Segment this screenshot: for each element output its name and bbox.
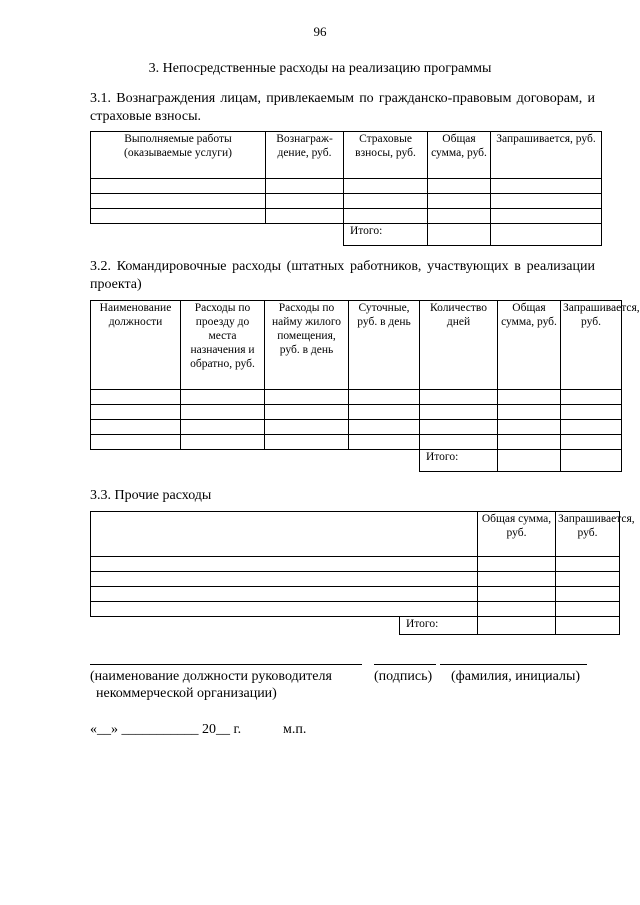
header-works: Выполняемые работы (оказываемые услуги) bbox=[91, 132, 266, 179]
table-row bbox=[91, 602, 620, 617]
total-row bbox=[91, 617, 620, 635]
total-label: Итого: bbox=[400, 617, 478, 635]
header-days: Количество дней bbox=[420, 301, 498, 390]
signature-line bbox=[374, 664, 436, 665]
sign-caption: (подпись) bbox=[374, 669, 433, 684]
total-label: Итого: bbox=[344, 224, 428, 246]
header-requested: Запрашивается, руб. bbox=[561, 301, 622, 390]
header-description bbox=[91, 512, 478, 557]
date-line: «__» ___________ 20__ г. bbox=[90, 722, 242, 737]
table-row bbox=[91, 435, 622, 450]
table-3-3 bbox=[90, 511, 635, 635]
table-row bbox=[91, 557, 620, 572]
table-3-2 bbox=[90, 300, 640, 472]
table-row bbox=[91, 209, 602, 224]
name-line bbox=[440, 664, 587, 665]
header-insurance: Страховые взносы, руб. bbox=[344, 132, 428, 179]
header-requested: Запрашивается, руб. bbox=[491, 132, 602, 179]
position-caption-2: некоммерческой организации) bbox=[96, 686, 277, 701]
table-row bbox=[91, 572, 620, 587]
header-travel: Расходы по проезду до места назначения и обратно, руб. bbox=[181, 301, 265, 390]
header-position: Наименование должности bbox=[91, 301, 181, 390]
table-row bbox=[91, 587, 620, 602]
section-3-2-heading: 3.2. Командировочные расходы (штатных работников, участвующих в реализации проекта) bbox=[90, 259, 595, 292]
table-row bbox=[91, 194, 602, 209]
name-caption: (фамилия, инициалы) bbox=[451, 669, 581, 684]
total-row bbox=[91, 450, 622, 472]
table-row bbox=[91, 179, 602, 194]
section-3-1-heading: 3.1. Вознаграждения лицам, привлекаемым по гражданско-правовым договорам, и страховые взносы. bbox=[90, 91, 595, 124]
table-row bbox=[91, 390, 622, 405]
header-total-sum: Общая сумма, руб. bbox=[498, 301, 561, 390]
section-title: 3. Непосредственные расходы на реализацию программы bbox=[148, 61, 492, 76]
table-3-1 bbox=[90, 131, 602, 246]
table-row bbox=[91, 405, 622, 420]
total-row bbox=[91, 224, 602, 246]
position-caption: (наименование должности руководителя bbox=[90, 669, 332, 684]
total-label: Итого: bbox=[420, 450, 498, 472]
header-per-diem: Суточные, руб. в день bbox=[349, 301, 420, 390]
section-3-3-heading: 3.3. Прочие расходы bbox=[90, 488, 212, 503]
table-row bbox=[91, 420, 622, 435]
header-reward: Вознаграж-дение, руб. bbox=[266, 132, 344, 179]
position-line bbox=[90, 664, 362, 665]
stamp-label: м.п. bbox=[283, 722, 307, 737]
header-requested: Запрашивается, руб. bbox=[556, 512, 620, 557]
header-total-sum: Общая сумма, руб. bbox=[428, 132, 491, 179]
page-number: 96 bbox=[313, 24, 327, 39]
header-total-sum: Общая сумма, руб. bbox=[478, 512, 556, 557]
header-housing: Расходы по найму жилого помещения, руб. в день bbox=[265, 301, 349, 390]
